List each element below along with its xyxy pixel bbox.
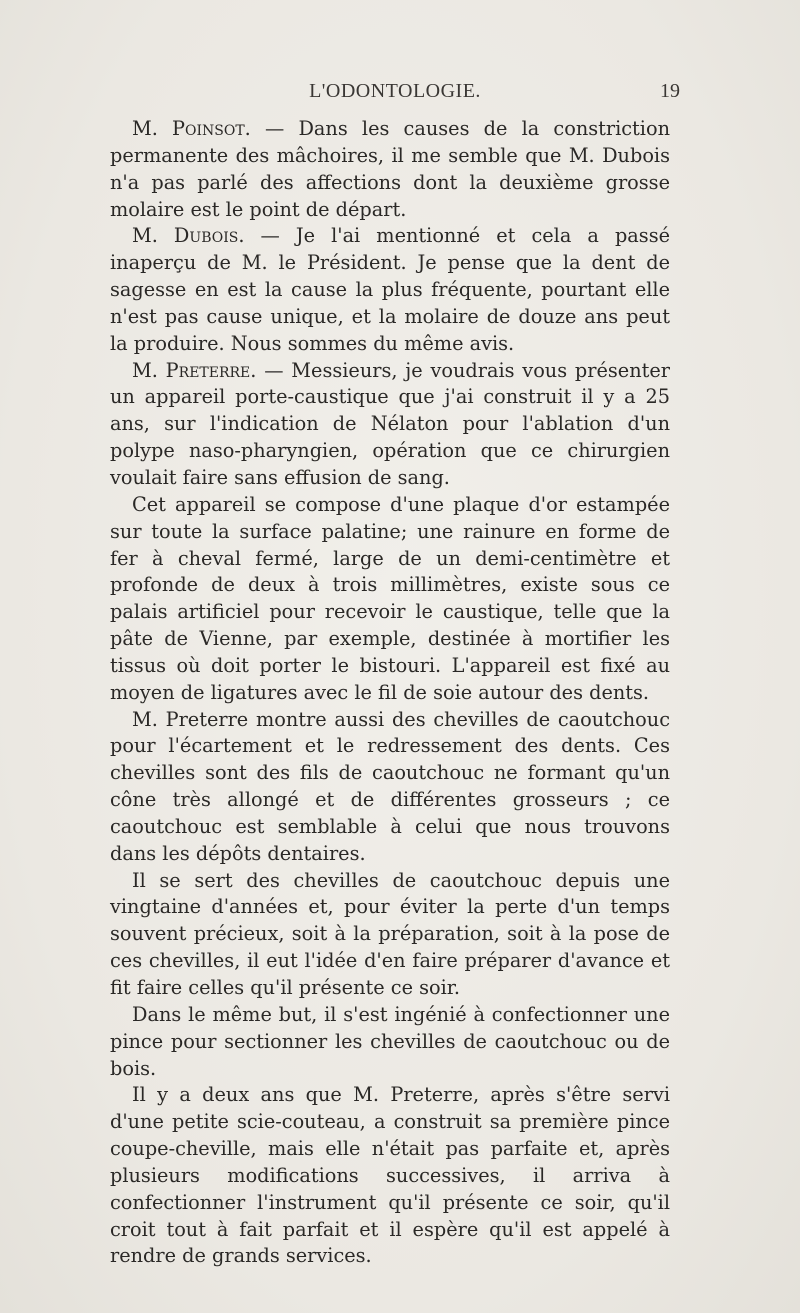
- speaker-name: M. Dubois.: [132, 224, 245, 248]
- paragraph: [110, 358, 670, 492]
- paragraph: [110, 1082, 670, 1270]
- running-title: L'ODONTOLOGIE.: [309, 80, 481, 102]
- speaker-name: M. Preterre.: [132, 358, 257, 382]
- body-text: [110, 116, 670, 1270]
- page-number: 19: [660, 80, 680, 102]
- paragraph: [110, 116, 670, 223]
- paragraph: [110, 1002, 670, 1083]
- paragraph-text: — Messieurs, je voudrais vous présenter un appareil porte-caustique que j'ai construit il y a 25 ans, sur l'indication de Nélaton pour l'ablation d'un polype naso-pharyngien, opération que ce chirurgien voulait faire sans effusion de sang.: [110, 358, 670, 489]
- paragraph-text: Il se sert des chevilles de caoutchouc depuis une vingtaine d'années et, pour éviter la perte d'un temps souvent précieux, soit à la préparation, soit à la pose de ces chevilles, il eut l'idée d'en faire préparer d'avance et fit faire celles qu'il présente ce soir.: [110, 868, 670, 999]
- paragraph-text: — Je l'ai mentionné et cela a passé inaperçu de M. le Président. Je pense que la dent de sagesse en est la cause la plus fréquente, pourtant elle n'est pas cause unique, et la molaire de douze ans peut la produire. Nous sommes du même avis.: [110, 224, 670, 355]
- paragraph-text: Cet appareil se compose d'une plaque d'or estampée sur toute la surface palatine; une rainure en forme de fer à cheval fermé, large de un demi-centimètre et profonde de deux à trois millimètres, existe sous ce palais artificiel pour recevoir le caustique, telle que la pâte de Vienne, par exemple, destinée à mortifier les tissus où doit porter le bistouri. L'appareil est fixé au moyen de ligatures avec le fil de soie autour des dents.: [110, 492, 670, 704]
- paragraph: [110, 223, 670, 357]
- running-head: [110, 80, 680, 106]
- paragraph-text: Dans le même but, il s'est ingénié à confectionner une pince pour sectionner les chevilles de caoutchouc ou de bois.: [110, 1002, 670, 1080]
- paragraph-text: — Dans les causes de la constriction permanente des mâchoires, il me semble que M. Dubois n'a pas parlé des affections dont la deuxième grosse molaire est le point de départ.: [110, 117, 670, 221]
- paragraph-text: M. Preterre montre aussi des chevilles de caoutchouc pour l'écartement et le redressement des dents. Ces chevilles sont des fils de caoutchouc ne formant qu'un cône très allongé et de différentes grosseurs ; ce caoutchouc est semblable à celui que nous trouvons dans les dépôts dentaires.: [110, 707, 670, 865]
- paragraph: [110, 707, 670, 868]
- paragraph: [110, 868, 670, 1002]
- paragraph-text: Il y a deux ans que M. Preterre, après s'être servi d'une petite scie-couteau, a construit sa première pince coupe-cheville, mais elle n'était pas parfaite et, après plusieurs modifications successives, il arriva à confectionner l'instrument qu'il présente ce soir, qu'il croit tout à fait parfait et il espère qu'il est appelé à rendre de grands services.: [110, 1083, 670, 1268]
- paragraph: [110, 492, 670, 707]
- speaker-name: M. Poinsot.: [132, 117, 251, 140]
